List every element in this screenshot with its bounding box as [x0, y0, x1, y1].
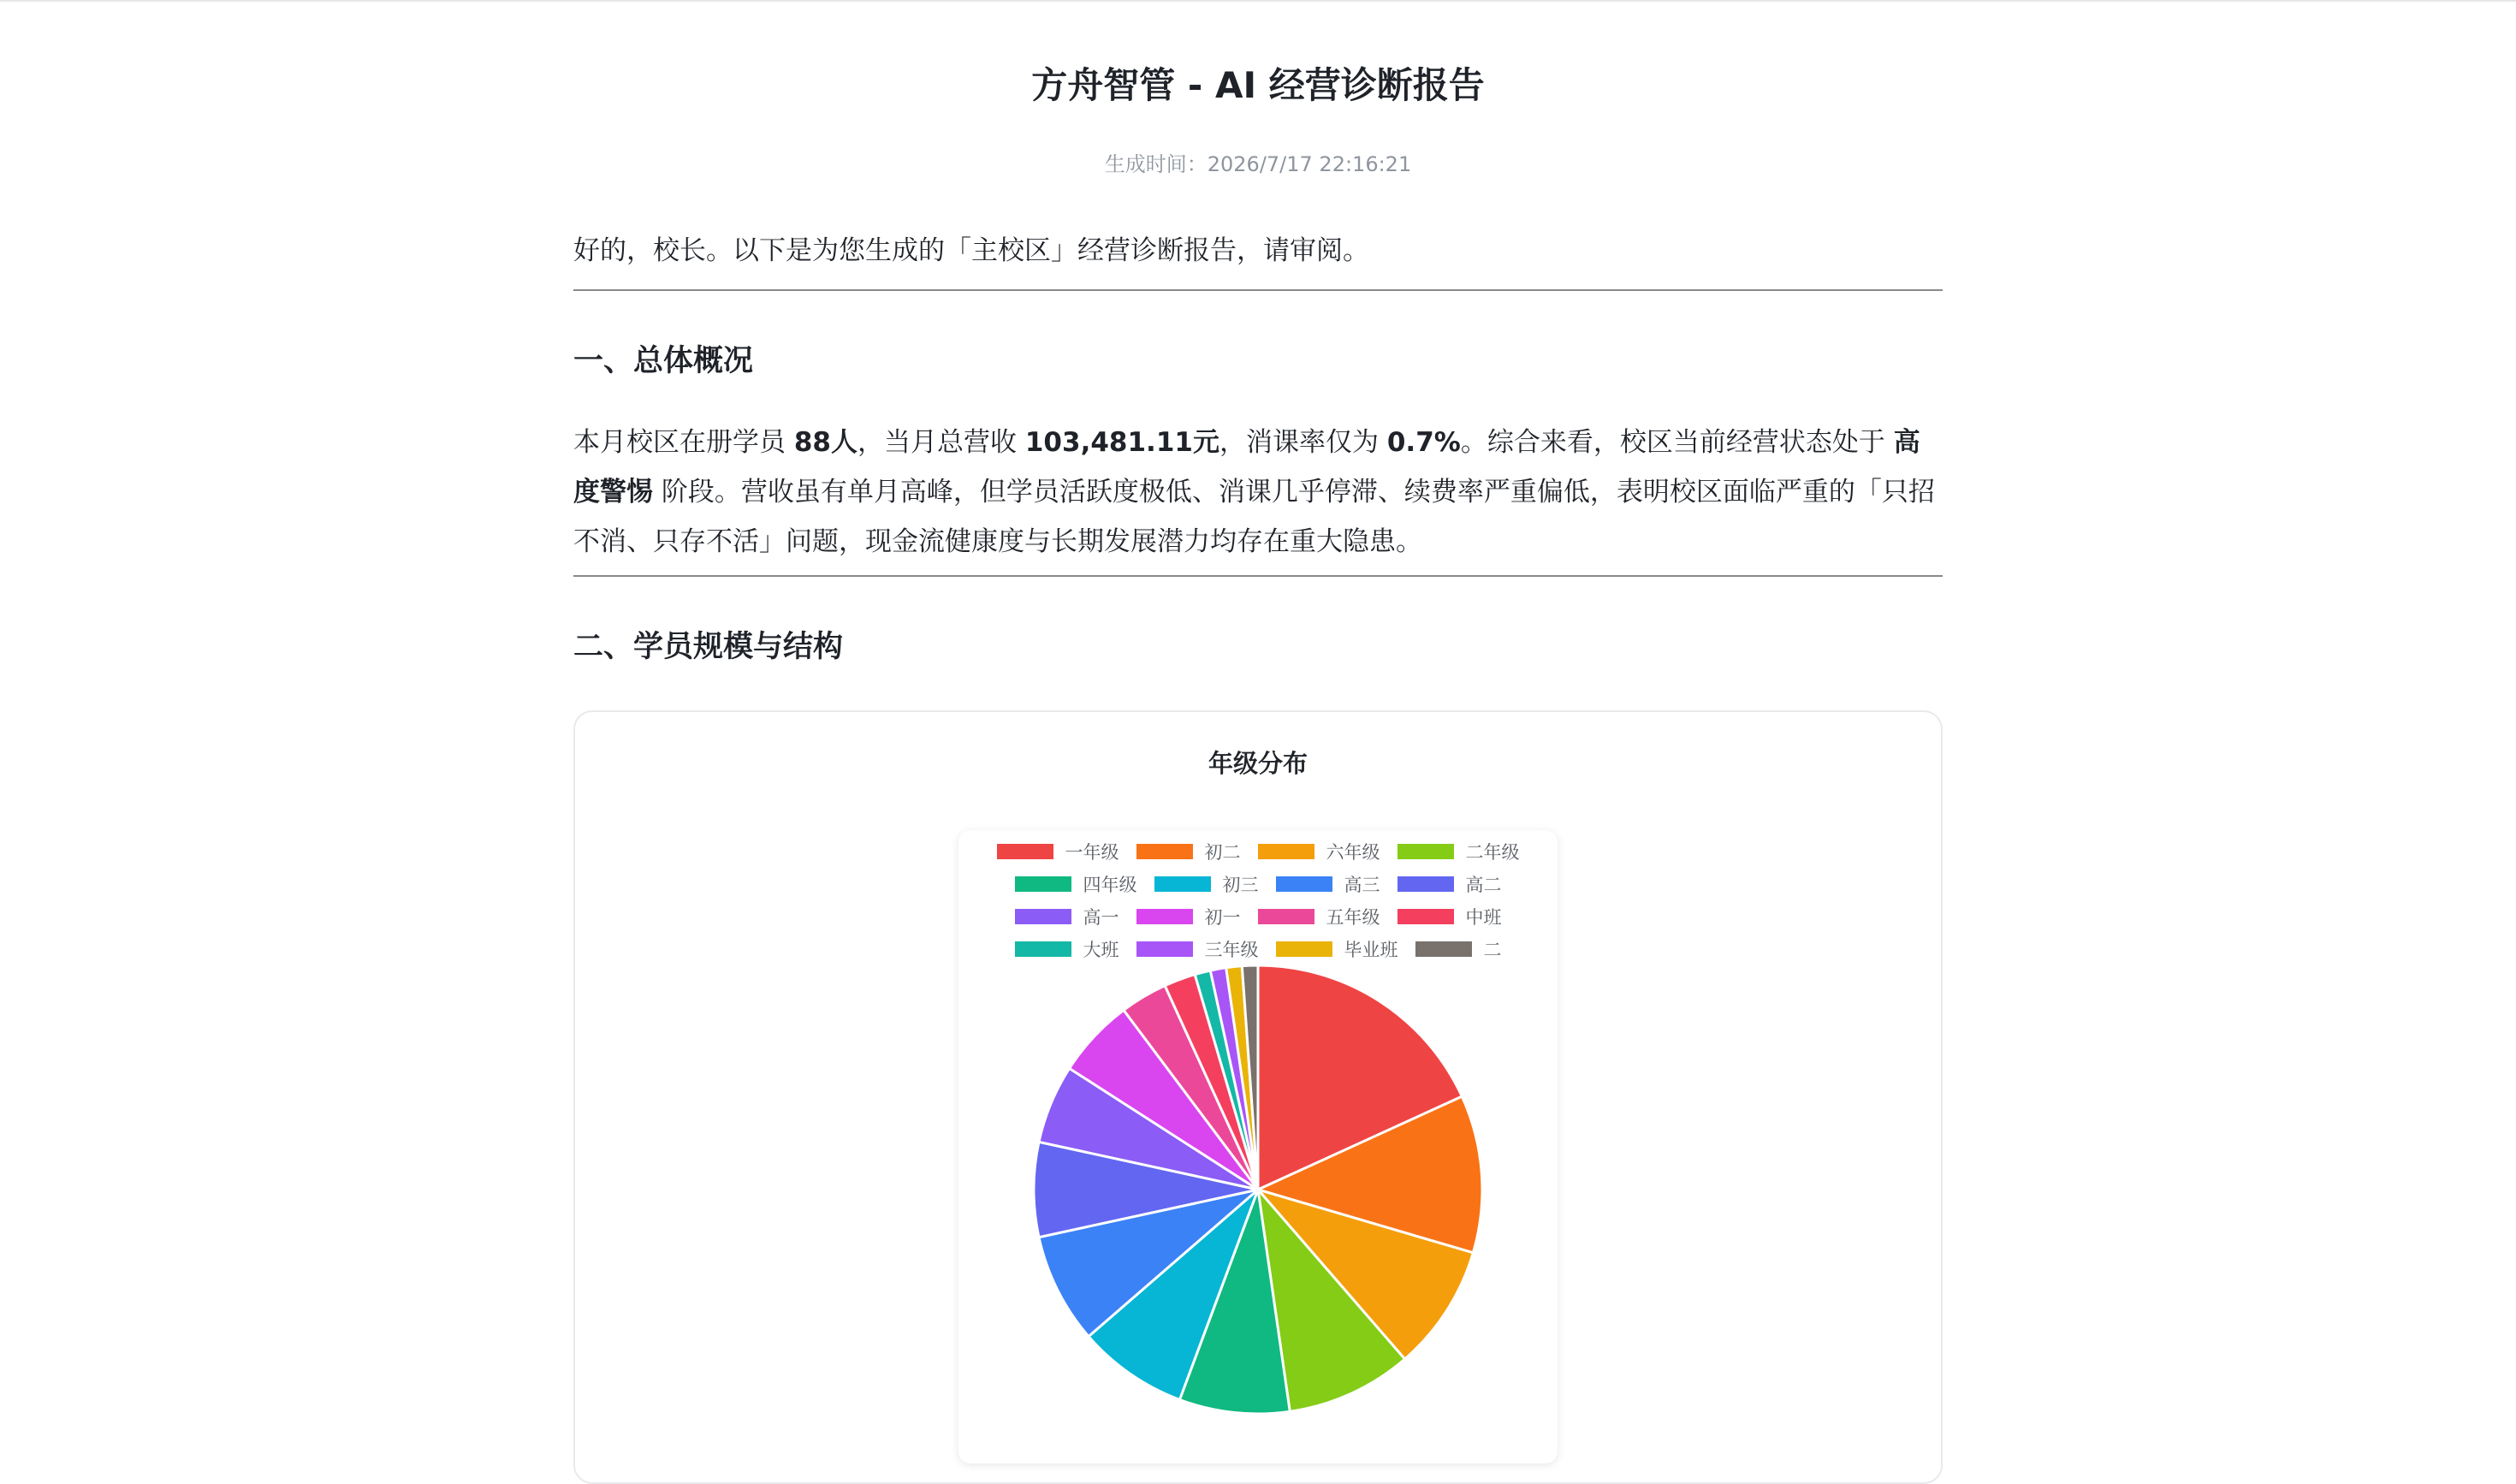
overview-text-c: ，消课率仅为	[1219, 427, 1387, 458]
section-heading-overview: 一、总体概况	[573, 344, 754, 378]
legend-label: 六年级	[1326, 842, 1380, 863]
report-title: 方舟智管 - AI 经营诊断报告	[1031, 64, 1485, 106]
generated-time: 生成时间：2026/7/17 22:16:21	[1104, 152, 1412, 176]
pie-chart-container	[958, 830, 1558, 1463]
total-revenue: 103,481.11元	[1024, 427, 1219, 458]
overview-text-d: 。综合来看，校区当前经营状态处于	[1460, 427, 1894, 458]
overview-text-e: 阶段。营收虽有单月高峰，但学员活跃度极低、消课几乎停滞、续费率严重偏低，表明校区面临严重的「只招不消、只存不活」问题，现金流健康度与长期发展潜力均存在重大隐患。	[573, 477, 1935, 557]
legend-label: 大班	[1083, 940, 1119, 960]
overview-text-b: ，当月总营收	[857, 427, 1025, 458]
grade-distribution-card	[573, 710, 1943, 1484]
student-count: 88人	[793, 427, 857, 458]
legend-label: 中班	[1465, 907, 1502, 928]
divider-1	[573, 289, 1943, 291]
status-level: 高度警惕	[573, 427, 1920, 508]
chart-title: 年级分布	[1208, 749, 1308, 778]
legend-label: 二年级	[1465, 842, 1520, 863]
legend-label: 初三	[1222, 875, 1259, 895]
legend-label: 五年级	[1326, 907, 1380, 928]
overview-text-a: 本月校区在册学员	[573, 427, 794, 458]
legend-label: 高三	[1344, 875, 1380, 895]
legend-label: 一年级	[1065, 842, 1119, 863]
legend-label: 毕业班	[1344, 940, 1398, 960]
legend-label: 高二	[1465, 875, 1502, 895]
pie-chart	[958, 830, 1558, 1463]
legend-label: 初二	[1204, 842, 1241, 863]
legend-label: 二	[1483, 940, 1502, 960]
legend-label: 四年级	[1083, 875, 1137, 895]
intro-text: 好的，校长。以下是为您生成的「主校区」经营诊断报告，请审阅。	[573, 235, 1369, 266]
consumption-rate: 0.7%	[1386, 427, 1461, 458]
top-divider	[0, 0, 2516, 2]
overview-paragraph	[573, 418, 1943, 567]
legend-label: 三年级	[1204, 940, 1259, 960]
section-heading-students: 二、学员规模与结构	[573, 630, 844, 664]
divider-2	[573, 575, 1943, 577]
legend-label: 初一	[1204, 907, 1241, 928]
legend-label: 高一	[1083, 907, 1119, 928]
